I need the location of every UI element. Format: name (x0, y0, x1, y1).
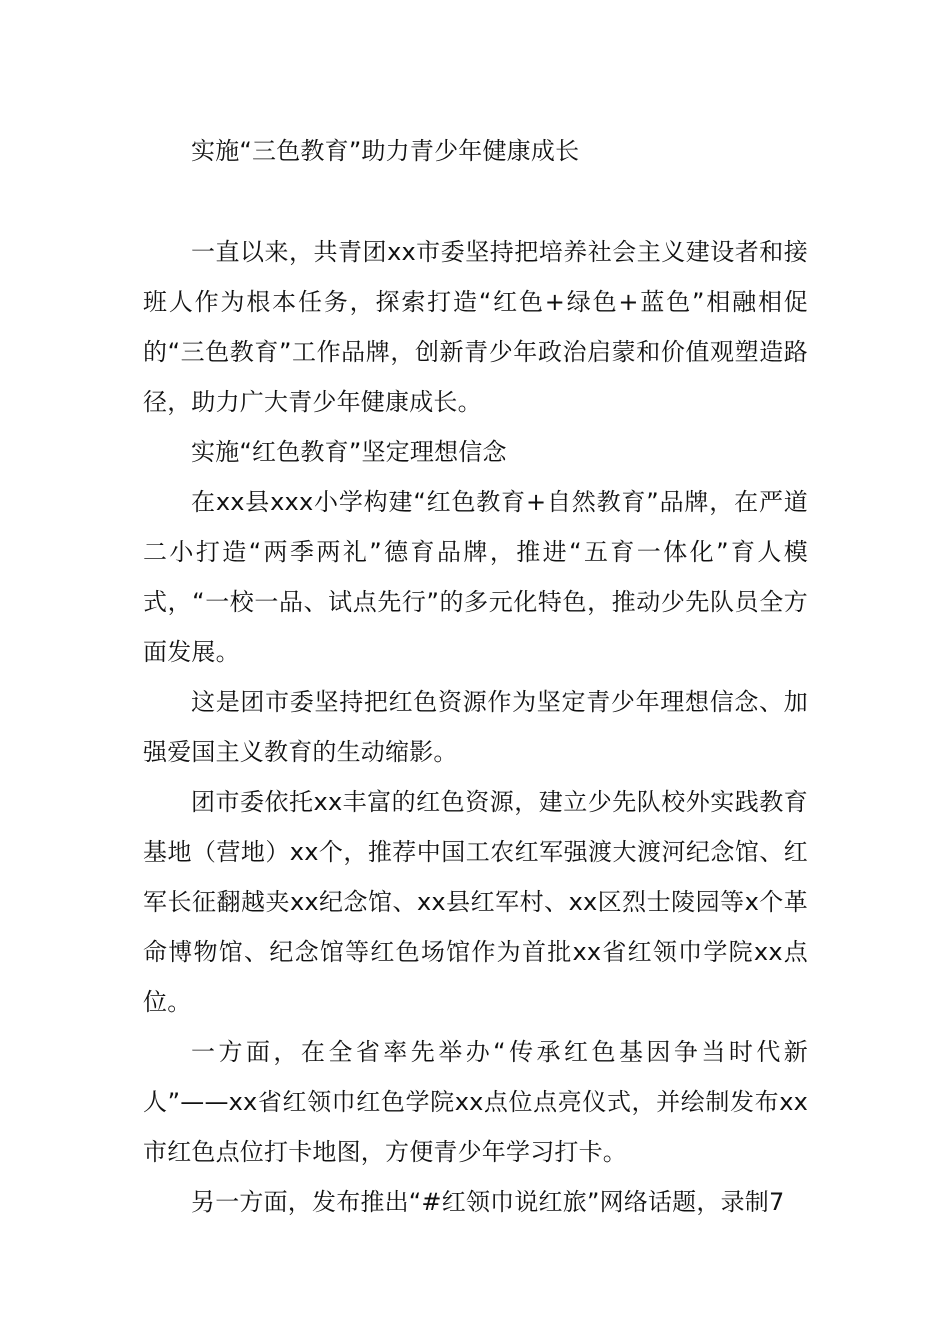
paragraph-intro: 一直以来，共青团xx市委坚持把培养社会主义建设者和接班人作为根本任务，探索打造“红色+绿色+蓝色”相融相促的“三色教育”工作品牌，创新青少年政治启蒙和价值观塑造路径，助力广大青少年健康成长。 (143, 238, 808, 416)
document-content (143, 129, 808, 1227)
paragraph-summary: 这是团市委坚持把红色资源作为坚定青少年理想信念、加强爱国主义教育的生动缩影。 (143, 688, 808, 766)
paragraph-on-one-hand: 一方面，在全省率先举办“传承红色基因争当时代新人”——xx省红领巾红色学院xx点位点亮仪式，并绘制发布xx市红色点位打卡地图，方便青少年学习打卡。 (143, 1038, 808, 1166)
paragraph-school-brand: 在xx县xxx小学构建“红色教育+自然教育”品牌，在严道二小打造“两季两礼”德育品牌，推进“五育一体化”育人模式，“一校一品、试点先行”的多元化特色，推动少先队员全方面发展。 (143, 488, 808, 666)
paragraph-on-other-hand: 另一方面，发布推出“#红领巾说红旅”网络话题，录制7 (191, 1188, 785, 1216)
document-title: 实施“三色教育”助力青少年健康成长 (191, 137, 580, 165)
document-body (143, 227, 808, 1227)
section-heading-red-education: 实施“红色教育”坚定理想信念 (191, 438, 507, 466)
paragraph-red-resources: 团市委依托xx丰富的红色资源，建立少先队校外实践教育基地（营地）xx个，推荐中国工农红军强渡大渡河纪念馆、红军长征翻越夹xx纪念馆、xx县红军村、xx区烈士陵园等x个革命博物馆、纪念馆等红色场馆作为首批xx省红领巾学院xx点位。 (143, 788, 808, 1016)
